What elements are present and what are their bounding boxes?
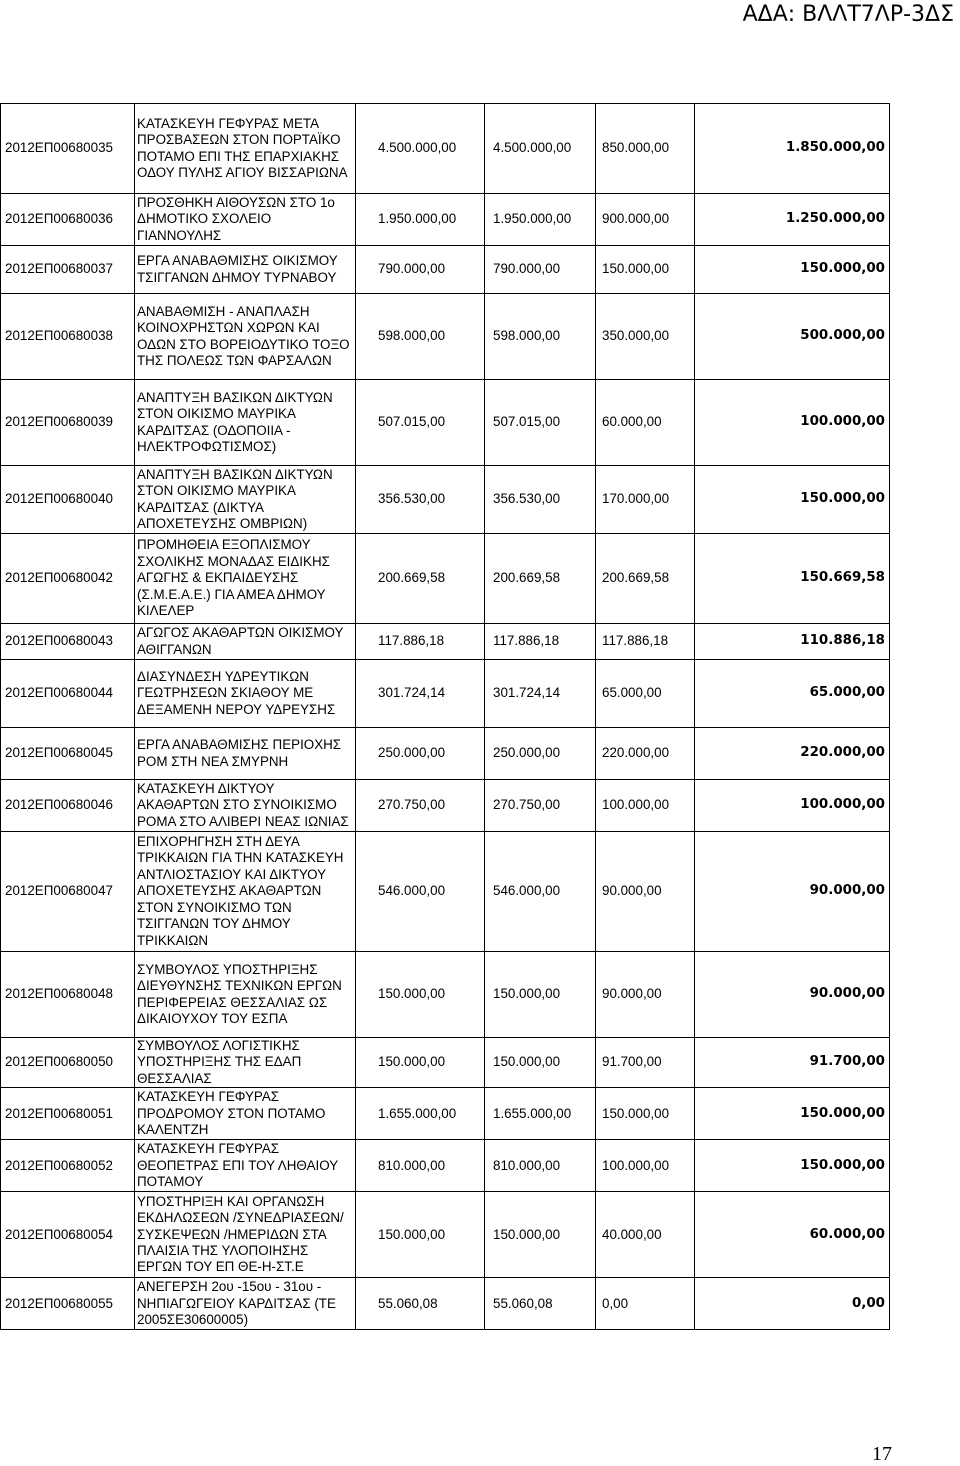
approved-value-cell: 790.000,00 [485, 246, 596, 294]
project-code-cell: 2012ΕΠ00680039 [1, 380, 135, 466]
allocation-value-cell: 0,00 [695, 1278, 890, 1330]
budget-value-cell: 250.000,00 [356, 728, 485, 780]
payments-value-cell: 65.000,00 [596, 660, 695, 728]
payments-value-cell: 220.000,00 [596, 728, 695, 780]
approved-value-cell: 810.000,00 [485, 1140, 596, 1192]
budget-value-cell: 4.500.000,00 [356, 104, 485, 194]
project-description-cell: ΠΡΟΜΗΘΕΙΑ ΕΞΟΠΛΙΣΜΟΥ ΣΧΟΛΙΚΗΣ ΜΟΝΑΔΑΣ ΕΙΔΙΚΗΣ ΑΓΩΓΗΣ & ΕΚΠΑΙΔΕΥΣΗΣ (Σ.Μ.Ε.Α.Ε.) ΓΙΑ ΑΜΕΑ ΔΗΜΟΥ ΚΙΛΕΛΕΡ [135, 534, 356, 624]
project-code-cell: 2012ΕΠ00680054 [1, 1192, 135, 1278]
project-code-cell: 2012ΕΠ00680035 [1, 104, 135, 194]
allocation-value-cell: 500.000,00 [695, 294, 890, 380]
allocation-value-cell: 150.669,58 [695, 534, 890, 624]
allocation-value-cell: 90.000,00 [695, 832, 890, 952]
budget-value-cell: 270.750,00 [356, 780, 485, 832]
table-row [1, 660, 890, 728]
project-code-cell: 2012ΕΠ00680047 [1, 832, 135, 952]
table-row [1, 1278, 890, 1330]
budget-value-cell: 150.000,00 [356, 1192, 485, 1278]
table-row [1, 194, 890, 246]
projects-table [0, 103, 890, 1330]
approved-value-cell: 4.500.000,00 [485, 104, 596, 194]
payments-value-cell: 850.000,00 [596, 104, 695, 194]
table-row [1, 952, 890, 1038]
budget-value-cell: 790.000,00 [356, 246, 485, 294]
table-row [1, 1038, 890, 1088]
payments-value-cell: 900.000,00 [596, 194, 695, 246]
allocation-value-cell: 91.700,00 [695, 1038, 890, 1088]
budget-value-cell: 1.950.000,00 [356, 194, 485, 246]
project-code-cell: 2012ΕΠ00680051 [1, 1088, 135, 1140]
budget-value-cell: 810.000,00 [356, 1140, 485, 1192]
approved-value-cell: 55.060,08 [485, 1278, 596, 1330]
allocation-value-cell: 150.000,00 [695, 1140, 890, 1192]
project-description-cell: ΚΑΤΑΣΚΕΥΗ ΓΕΦΥΡΑΣ ΠΡΟΔΡΟΜΟΥ ΣΤΟΝ ΠΟΤΑΜΟ ΚΑΛΕΝΤΖΗ [135, 1088, 356, 1140]
project-code-cell: 2012ΕΠ00680044 [1, 660, 135, 728]
table-row [1, 1192, 890, 1278]
budget-value-cell: 200.669,58 [356, 534, 485, 624]
table-row [1, 466, 890, 534]
project-code-cell: 2012ΕΠ00680052 [1, 1140, 135, 1192]
allocation-value-cell: 150.000,00 [695, 1088, 890, 1140]
table-row [1, 294, 890, 380]
allocation-value-cell: 60.000,00 [695, 1192, 890, 1278]
budget-value-cell: 507.015,00 [356, 380, 485, 466]
budget-value-cell: 1.655.000,00 [356, 1088, 485, 1140]
table-row [1, 246, 890, 294]
ada-document-code: ΑΔΑ: ΒΛΛΤ7ΛΡ-3ΔΣ [742, 2, 954, 27]
project-code-cell: 2012ΕΠ00680050 [1, 1038, 135, 1088]
budget-value-cell: 117.886,18 [356, 624, 485, 660]
project-code-cell: 2012ΕΠ00680037 [1, 246, 135, 294]
approved-value-cell: 546.000,00 [485, 832, 596, 952]
budget-value-cell: 55.060,08 [356, 1278, 485, 1330]
approved-value-cell: 598.000,00 [485, 294, 596, 380]
project-code-cell: 2012ΕΠ00680045 [1, 728, 135, 780]
table-row [1, 104, 890, 194]
project-description-cell: ΕΡΓΑ ΑΝΑΒΑΘΜΙΣΗΣ ΠΕΡΙΟΧΗΣ ΡΟΜ ΣΤΗ ΝΕΑ ΣΜΥΡΝΗ [135, 728, 356, 780]
payments-value-cell: 40.000,00 [596, 1192, 695, 1278]
payments-value-cell: 0,00 [596, 1278, 695, 1330]
project-description-cell: ΑΝΕΓΕΡΣΗ 2ου -15ου - 31ου - ΝΗΠΙΑΓΩΓΕΙΟΥ ΚΑΡΔΙΤΣΑΣ (ΤΕ 2005ΣΕ30600005) [135, 1278, 356, 1330]
allocation-value-cell: 110.886,18 [695, 624, 890, 660]
project-description-cell: ΚΑΤΑΣΚΕΥΗ ΔΙΚΤΥΟΥ ΑΚΑΘΑΡΤΩΝ ΣΤΟ ΣΥΝΟΙΚΙΣΜΟ ΡΟΜΑ ΣΤΟ ΑΛΙΒΕΡΙ ΝΕΑΣ ΙΩΝΙΑΣ [135, 780, 356, 832]
table-row [1, 534, 890, 624]
approved-value-cell: 270.750,00 [485, 780, 596, 832]
budget-value-cell: 356.530,00 [356, 466, 485, 534]
allocation-value-cell: 65.000,00 [695, 660, 890, 728]
table-row [1, 832, 890, 952]
allocation-value-cell: 100.000,00 [695, 380, 890, 466]
payments-value-cell: 60.000,00 [596, 380, 695, 466]
approved-value-cell: 1.950.000,00 [485, 194, 596, 246]
payments-value-cell: 90.000,00 [596, 832, 695, 952]
approved-value-cell: 200.669,58 [485, 534, 596, 624]
budget-value-cell: 546.000,00 [356, 832, 485, 952]
project-description-cell: ΚΑΤΑΣΚΕΥΗ ΓΕΦΥΡΑΣ ΜΕΤΑ ΠΡΟΣΒΑΣΕΩΝ ΣΤΟΝ ΠΟΡΤΑΪΚΟ ΠΟΤΑΜΟ ΕΠΙ ΤΗΣ ΕΠΑΡΧΙΑΚΗΣ ΟΔΟΥ ΠΥΛΗΣ ΑΓΙΟΥ ΒΙΣΣΑΡΙΩΝΑ [135, 104, 356, 194]
payments-value-cell: 100.000,00 [596, 780, 695, 832]
budget-value-cell: 301.724,14 [356, 660, 485, 728]
table-row [1, 624, 890, 660]
payments-value-cell: 91.700,00 [596, 1038, 695, 1088]
approved-value-cell: 1.655.000,00 [485, 1088, 596, 1140]
project-description-cell: ΠΡΟΣΘΗΚΗ ΑΙΘΟΥΣΩΝ ΣΤΟ 1ο ΔΗΜΟΤΙΚΟ ΣΧΟΛΕΙΟ ΓΙΑΝΝΟΥΛΗΣ [135, 194, 356, 246]
allocation-value-cell: 90.000,00 [695, 952, 890, 1038]
project-description-cell: ΣΥΜΒΟΥΛΟΣ ΥΠΟΣΤΗΡΙΞΗΣ ΔΙΕΥΘΥΝΣΗΣ ΤΕΧΝΙΚΩΝ ΕΡΓΩΝ ΠΕΡΙΦΕΡΕΙΑΣ ΘΕΣΣΑΛΙΑΣ ΩΣ ΔΙΚΑΙΟΥΧΟΥ ΤΟΥ ΕΣΠΑ [135, 952, 356, 1038]
project-code-cell: 2012ΕΠ00680038 [1, 294, 135, 380]
payments-value-cell: 200.669,58 [596, 534, 695, 624]
payments-value-cell: 90.000,00 [596, 952, 695, 1038]
approved-value-cell: 356.530,00 [485, 466, 596, 534]
project-description-cell: ΣΥΜΒΟΥΛΟΣ ΛΟΓΙΣΤΙΚΗΣ ΥΠΟΣΤΗΡΙΞΗΣ ΤΗΣ ΕΔΑΠ ΘΕΣΣΑΛΙΑΣ [135, 1038, 356, 1088]
table-row [1, 1140, 890, 1192]
project-code-cell: 2012ΕΠ00680042 [1, 534, 135, 624]
project-description-cell: ΕΡΓΑ ΑΝΑΒΑΘΜΙΣΗΣ ΟΙΚΙΣΜΟΥ ΤΣΙΓΓΑΝΩΝ ΔΗΜΟΥ ΤΥΡΝΑΒΟΥ [135, 246, 356, 294]
project-description-cell: ΑΝΑΠΤΥΞΗ ΒΑΣΙΚΩΝ ΔΙΚΤΥΩΝ ΣΤΟΝ ΟΙΚΙΣΜΟ ΜΑΥΡΙΚΑ ΚΑΡΔΙΤΣΑΣ (ΟΔΟΠΟΙΙΑ - ΗΛΕΚΤΡΟΦΩΤΙΣΜΟΣ) [135, 380, 356, 466]
allocation-value-cell: 150.000,00 [695, 466, 890, 534]
project-description-cell: ΥΠΟΣΤΗΡΙΞΗ ΚΑΙ ΟΡΓΑΝΩΣΗ ΕΚΔΗΛΩΣΕΩΝ /ΣΥΝΕΔΡΙΑΣΕΩΝ/ΣΥΣΚΕΨΕΩΝ /ΗΜΕΡΙΔΩΝ ΣΤΑ ΠΛΑΙΣΙΑ ΤΗΣ ΥΛΟΠΟΙΗΣΗΣ ΕΡΓΩΝ ΤΟΥ ΕΠ ΘΕ-Η-ΣΤ.Ε [135, 1192, 356, 1278]
approved-value-cell: 301.724,14 [485, 660, 596, 728]
project-description-cell: ΕΠΙΧΟΡΗΓΗΣΗ ΣΤΗ ΔΕΥΑ ΤΡΙΚΚΑΙΩΝ ΓΙΑ ΤΗΝ ΚΑΤΑΣΚΕΥΗ ΑΝΤΛΙΟΣΤΑΣΙΟΥ ΚΑΙ ΔΙΚΤΥΟΥ ΑΠΟΧΕΤΕΥΣΗΣ ΑΚΑΘΑΡΤΩΝ ΣΤΟΝ ΣΥΝΟΙΚΙΣΜΟ ΤΩΝ ΤΣΙΓΓΑΝΩΝ ΤΟΥ ΔΗΜΟΥ ΤΡΙΚΚΑΙΩΝ [135, 832, 356, 952]
table-row [1, 728, 890, 780]
approved-value-cell: 150.000,00 [485, 1038, 596, 1088]
approved-value-cell: 150.000,00 [485, 952, 596, 1038]
table-row [1, 1088, 890, 1140]
allocation-value-cell: 220.000,00 [695, 728, 890, 780]
table-row [1, 380, 890, 466]
budget-value-cell: 598.000,00 [356, 294, 485, 380]
project-description-cell: ΑΝΑΠΤΥΞΗ ΒΑΣΙΚΩΝ ΔΙΚΤΥΩΝ ΣΤΟΝ ΟΙΚΙΣΜΟ ΜΑΥΡΙΚΑ ΚΑΡΔΙΤΣΑΣ (ΔΙΚΤΥΑ ΑΠΟΧΕΤΕΥΣΗΣ ΟΜΒΡΙΩΝ) [135, 466, 356, 534]
payments-value-cell: 170.000,00 [596, 466, 695, 534]
allocation-value-cell: 100.000,00 [695, 780, 890, 832]
budget-value-cell: 150.000,00 [356, 952, 485, 1038]
project-code-cell: 2012ΕΠ00680036 [1, 194, 135, 246]
allocation-value-cell: 1.250.000,00 [695, 194, 890, 246]
payments-value-cell: 100.000,00 [596, 1140, 695, 1192]
payments-value-cell: 150.000,00 [596, 246, 695, 294]
allocation-value-cell: 150.000,00 [695, 246, 890, 294]
project-code-cell: 2012ΕΠ00680043 [1, 624, 135, 660]
approved-value-cell: 150.000,00 [485, 1192, 596, 1278]
project-code-cell: 2012ΕΠ00680048 [1, 952, 135, 1038]
project-description-cell: ΔΙΑΣΥΝΔΕΣΗ ΥΔΡΕΥΤΙΚΩΝ ΓΕΩΤΡΗΣΕΩΝ ΣΚΙΑΘΟΥ ΜΕ ΔΕΞΑΜΕΝΗ ΝΕΡΟΥ ΥΔΡΕΥΣΗΣ [135, 660, 356, 728]
project-code-cell: 2012ΕΠ00680046 [1, 780, 135, 832]
payments-value-cell: 117.886,18 [596, 624, 695, 660]
approved-value-cell: 250.000,00 [485, 728, 596, 780]
project-code-cell: 2012ΕΠ00680040 [1, 466, 135, 534]
payments-value-cell: 150.000,00 [596, 1088, 695, 1140]
project-description-cell: ΑΓΩΓΟΣ ΑΚΑΘΑΡΤΩΝ ΟΙΚΙΣΜΟΥ ΑΘΙΓΓΑΝΩΝ [135, 624, 356, 660]
project-description-cell: ΚΑΤΑΣΚΕΥΗ ΓΕΦΥΡΑΣ ΘΕΟΠΕΤΡΑΣ ΕΠΙ ΤΟΥ ΛΗΘΑΙΟΥ ΠΟΤΑΜΟΥ [135, 1140, 356, 1192]
projects-table-body [1, 104, 890, 1330]
payments-value-cell: 350.000,00 [596, 294, 695, 380]
table-row [1, 780, 890, 832]
budget-value-cell: 150.000,00 [356, 1038, 485, 1088]
project-description-cell: ΑΝΑΒΑΘΜΙΣΗ - ΑΝΑΠΛΑΣΗ ΚΟΙΝΟΧΡΗΣΤΩΝ ΧΩΡΩΝ ΚΑΙ ΟΔΩΝ ΣΤΟ ΒΟΡΕΙΟΔΥΤΙΚΟ ΤΟΞΟ ΤΗΣ ΠΟΛΕΩΣ ΤΩΝ ΦΑΡΣΑΛΩΝ [135, 294, 356, 380]
project-code-cell: 2012ΕΠ00680055 [1, 1278, 135, 1330]
approved-value-cell: 117.886,18 [485, 624, 596, 660]
approved-value-cell: 507.015,00 [485, 380, 596, 466]
allocation-value-cell: 1.850.000,00 [695, 104, 890, 194]
page-number: 17 [872, 1443, 892, 1465]
